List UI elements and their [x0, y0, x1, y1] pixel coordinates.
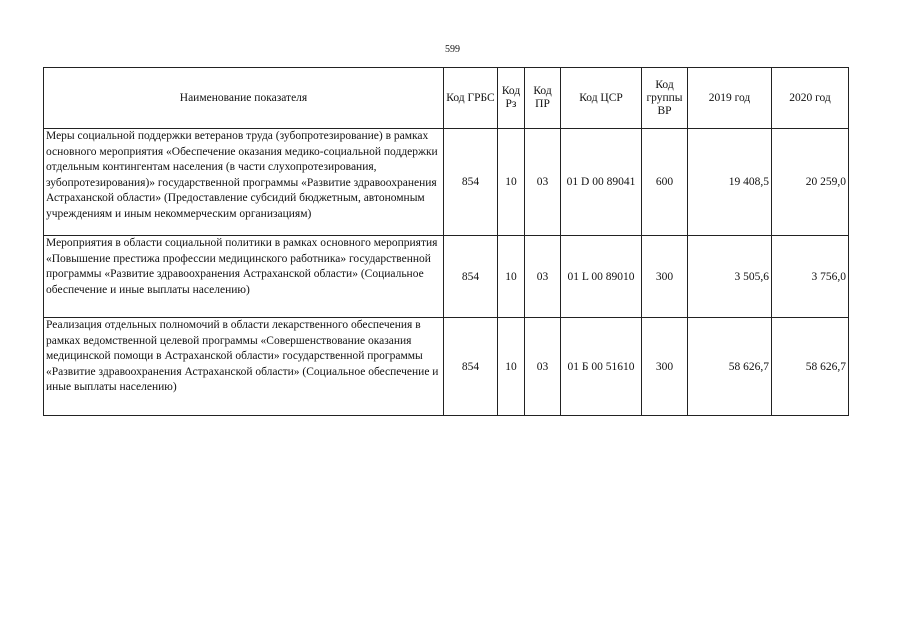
row-pr: 03: [525, 129, 561, 236]
row-rz: 10: [498, 129, 525, 236]
row-grbs: 854: [444, 236, 498, 318]
row-name: Мероприятия в области социальной политики в рамках основного мероприятия «Повышение престижа профессии медицинского работника» государственной программы «Развитие здравоохранения Астраханской области» (Социальное обеспечение и иные выплаты населению): [44, 236, 444, 318]
row-2020: 58 626,7: [772, 318, 849, 416]
header-name: Наименование показателя: [44, 68, 444, 129]
row-pr: 03: [525, 318, 561, 416]
row-rz: 10: [498, 236, 525, 318]
table-row: [44, 129, 849, 236]
row-grbs: 854: [444, 318, 498, 416]
row-grbs: 854: [444, 129, 498, 236]
row-name: Меры социальной поддержки ветеранов труда (зубопротезирование) в рамках основного мероприятия «Обеспечение оказания медико-социальной поддержки отдельным контингентам населения (в части слухопротезирования, зубопротезирования)» государственной программы «Развитие здравоохранения Астраханской области» (Предоставление субсидий бюджетным, автономным учреждениям и иным некоммерческим организациям): [44, 129, 444, 236]
header-vr: Код группы ВР: [642, 68, 688, 129]
table-row: [44, 318, 849, 416]
row-vr: 300: [642, 236, 688, 318]
row-vr: 300: [642, 318, 688, 416]
row-csr: 01 L 00 89010: [561, 236, 642, 318]
page-number: 599: [445, 44, 460, 55]
row-vr: 600: [642, 129, 688, 236]
row-2019: 3 505,6: [688, 236, 772, 318]
header-rz: Код Рз: [498, 68, 525, 129]
row-2020: 20 259,0: [772, 129, 849, 236]
header-pr: Код ПР: [525, 68, 561, 129]
row-csr: 01 Б 00 51610: [561, 318, 642, 416]
row-pr: 03: [525, 236, 561, 318]
row-name: Реализация отдельных полномочий в области лекарственного обеспечения в рамках ведомственной целевой программы «Совершенствование оказания медицинской помощи в Астраханской области» государственной программы «Развитие здравоохранения Астраханской области» (Социальное обеспечение и иные выплаты населению): [44, 318, 444, 416]
budget-table: [43, 67, 849, 416]
row-rz: 10: [498, 318, 525, 416]
row-2019: 19 408,5: [688, 129, 772, 236]
header-2020: 2020 год: [772, 68, 849, 129]
header-grbs: Код ГРБС: [444, 68, 498, 129]
header-csr: Код ЦСР: [561, 68, 642, 129]
header-2019: 2019 год: [688, 68, 772, 129]
table-row: [44, 236, 849, 318]
table-header-row: [44, 68, 849, 129]
row-2019: 58 626,7: [688, 318, 772, 416]
row-csr: 01 D 00 89041: [561, 129, 642, 236]
row-2020: 3 756,0: [772, 236, 849, 318]
